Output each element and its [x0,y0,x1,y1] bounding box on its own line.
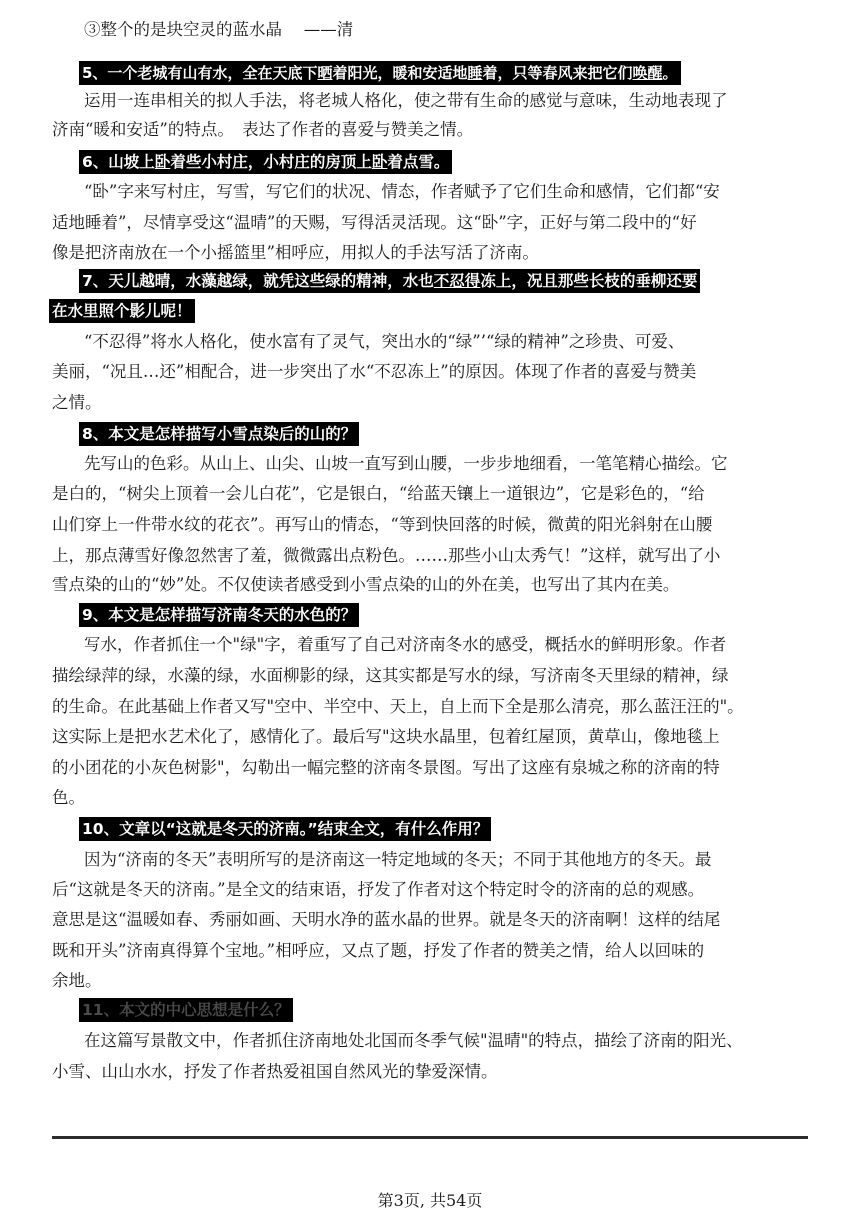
paragraph-line: 之情。 [52,393,102,412]
paragraph-line: 色。 [52,788,85,807]
paragraph-line: 在这篇写景散文中，作者抓住济南地处北国而冬季气候"温晴"的特点，描绘了济南的阳光、 [84,1031,743,1050]
paragraph-line: 描绘绿萍的绿，水藻的绿，水面柳影的绿，这其实都是写水的绿，写济南冬天里绿的精神，绿 [52,666,729,685]
footer-divider [52,1136,808,1139]
heading-q7-line2: 在水里照个影儿呢！ [49,299,195,323]
paragraph-line: 济南“暖和安适”的特点。 表达了作者的喜爱与赞美之情。 [52,120,474,139]
heading-q8: 8、本文是怎样描写小雪点染后的山的？ [79,422,359,446]
heading-q7 [79,269,700,293]
heading-q5 [79,61,681,85]
paragraph-line: 小雪、山山水水，抒发了作者热爱祖国自然风光的挚爱深情。 [52,1062,498,1081]
paragraph-line: 的生命。在此基础上作者又写"空中、半空中、天上，自上而下全是那么清亮，那么蓝汪汪的"。 [52,697,744,716]
paragraph-line: “不忍得”将水人格化，使水富有了灵气，突出水的“绿”’“绿的精神”之珍贵、可爱、 [84,332,685,351]
heading-text: 着点雪。 [387,153,450,171]
paragraph-line: 雪点染的山的“妙”处。不仅使读者感受到小雪点染的山的外在美，也写出了其内在美。 [52,575,680,594]
paragraph-line: 意思是这“温暖如春、秀丽如画、天明水净的蓝水晶的世界。就是冬天的济南啊！这样的结尾 [52,910,721,929]
paragraph-line: 写水，作者抓住一个"绿"字，着重写了自己对济南冬水的感受，概括水的鲜明形象。作者 [84,635,727,654]
heading-q9: 9、本文是怎样描写济南冬天的水色的？ [79,603,359,627]
heading-text: 。 [662,64,678,82]
paragraph-line: 上，那点薄雪好像忽然害了羞，微微露出点粉色。……那些小山太秀气！”这样，就写出了小 [52,546,721,565]
text-line: ③整个的是块空灵的蓝水晶 ——清 [84,20,354,39]
paragraph-line: 先写山的色彩。从山上、山尖、山坡一直写到山腰，一步步地细看，一笔笔精心描绘。它 [84,454,728,473]
heading-text: 7、天儿越晴，水藻越绿，就凭这些绿的精神，水也 [82,272,434,290]
heading-text: 着，只等春风来把它们 [482,64,633,82]
heading-text-underlined: 不忍得 [433,272,481,290]
heading-text: 着阳光，暖和安适地 [332,64,468,82]
paragraph-line: 因为“济南的冬天”表明所写的是济南这一特定地域的冬天；不同于其他地方的冬天。最 [84,850,712,869]
paragraph-line: “卧”字来写村庄，写雪，写它们的状况、情态，作者赋予了它们生命和感情，它们都“安 [84,182,720,201]
paragraph-line: 是白的，“树尖上顶着一会儿白花”，它是银白，“给蓝天镶上一道银边”，它是彩色的，“给 [52,484,705,503]
heading-text: 冻上，况且那些长枝的垂柳还要 [480,272,698,290]
heading-text-underlined: 卧 [154,153,171,171]
paragraph-line: 这实际上是把水艺术化了，感情化了。最后写"这块水晶里，包着红屋顶，黄草山，像地毯上 [52,727,720,746]
paragraph-line: 既和开头”济南真得算个宝地。”相呼应，又点了题，抒发了作者的赞美之情，给人以回味的 [52,941,705,960]
paragraph-line: 运用一连串相关的拟人手法，将老城人格化，使之带有生命的感觉与意味，生动地表现了 [84,91,728,110]
paragraph-line: 余地。 [52,971,102,990]
paragraph-line: 美丽，“况且…还”相配合，进一步突出了水“不忍冻上”的原因。体现了作者的喜爱与赞美 [52,362,697,381]
heading-text: 着些小村庄，小村庄的房顶上 [170,153,372,171]
paragraph-line: 山们穿上一件带水纹的花衣”。再写山的情态，“等到快回落的时候，微黄的阳光斜射在山腰 [52,515,713,534]
heading-text: 5、一个老城有山有水，全在天底下 [82,64,318,82]
heading-q10: 10、文章以“这就是冬天的济南。”结束全文，有什么作用？ [79,817,491,841]
paragraph-line: 的小团花的小灰色树影"，勾勒出一幅完整的济南冬景图。写出了这座有泉城之称的济南的特 [52,758,720,777]
heading-q11: 11、本文的中心思想是什么？ [79,998,293,1022]
heading-text-underlined: 晒 [317,64,333,82]
page-number: 第3页, 共54页 [377,1191,483,1210]
heading-text: 6、山坡上 [82,153,155,171]
paragraph-line: 适地睡着”，尽情享受这“温晴”的天赐，写得活灵活现。这“卧”字，正好与第二段中的“好 [52,213,697,232]
heading-text-underlined: 卧 [371,153,388,171]
heading-text-underlined: 睡 [467,64,483,82]
paragraph-line: 像是把济南放在一个小摇篮里”相呼应，用拟人的手法写活了济南。 [52,243,539,262]
heading-text-underlined: 唤醒 [632,64,663,82]
paragraph-line: 后“这就是冬天的济南。”是全文的结束语，抒发了作者对这个特定时令的济南的总的观感。 [52,880,705,899]
heading-q6 [79,150,452,174]
